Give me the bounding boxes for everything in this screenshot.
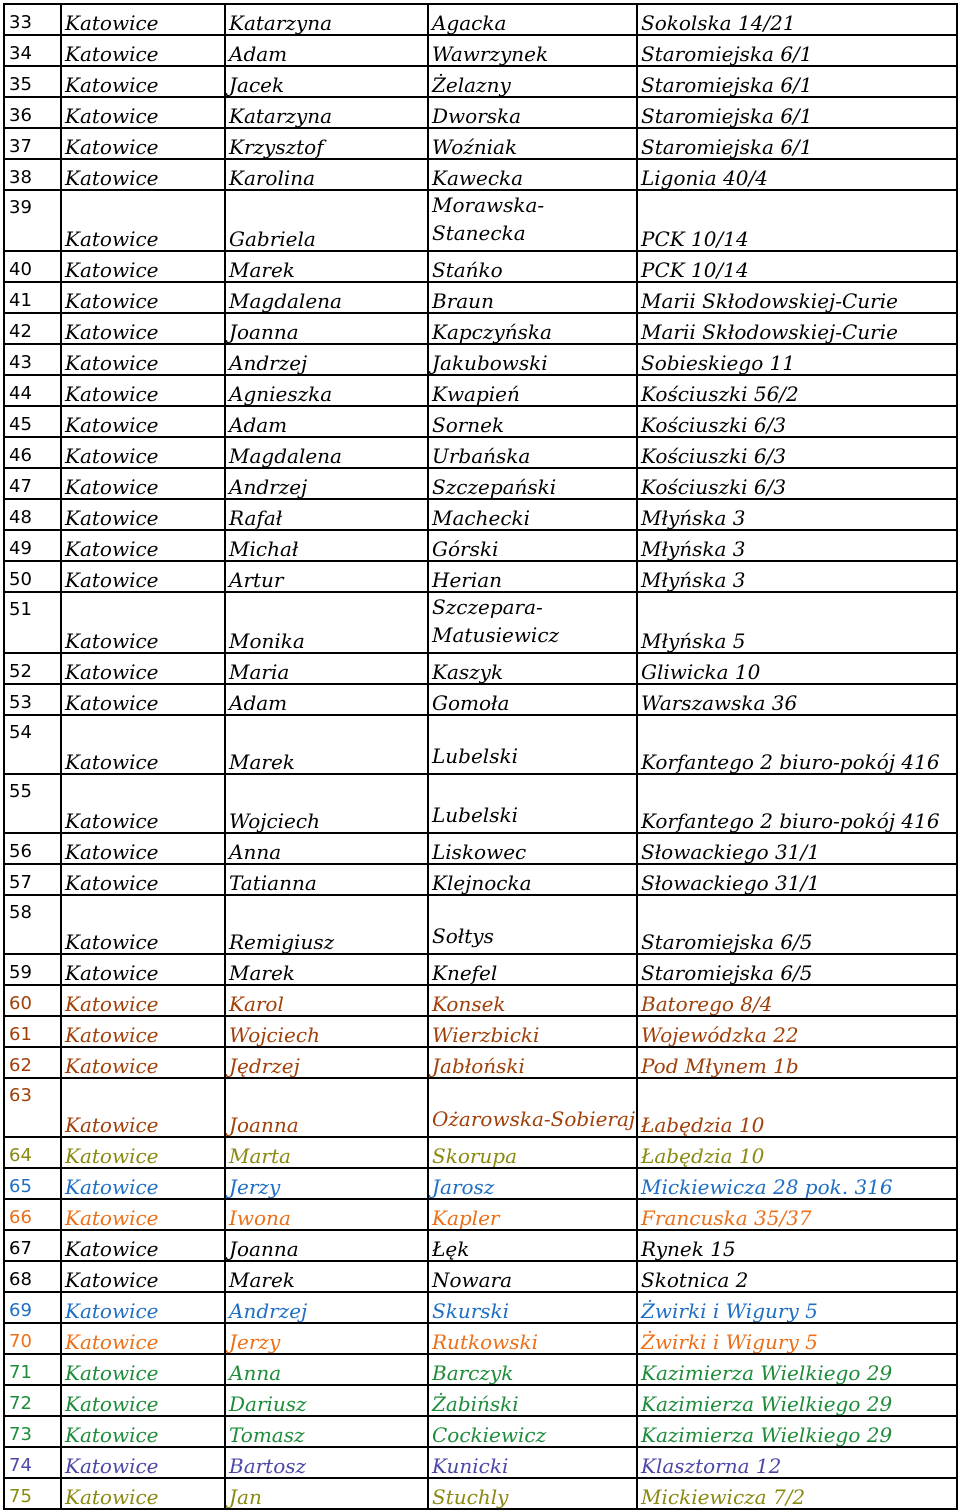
- table-row: [4, 1478, 957, 1509]
- address-cell: Klasztorna 12: [637, 1447, 957, 1478]
- first-name-cell: Maria: [225, 653, 428, 684]
- city-cell: Katowice: [61, 66, 225, 97]
- city-cell: Katowice: [61, 97, 225, 128]
- first-name-cell: Katarzyna: [225, 97, 428, 128]
- roster-body: [4, 4, 957, 1509]
- row-number-cell: 33: [4, 4, 61, 35]
- city-cell: Katowice: [61, 1230, 225, 1261]
- first-name-cell: Marta: [225, 1137, 428, 1168]
- last-name-cell: Łęk: [428, 1230, 637, 1261]
- city-cell: Katowice: [61, 954, 225, 985]
- row-number-cell: 50: [4, 561, 61, 592]
- row-number-cell: 44: [4, 375, 61, 406]
- first-name-cell: Jędrzej: [225, 1047, 428, 1078]
- city-cell: Katowice: [61, 1447, 225, 1478]
- address-cell: Gliwicka 10: [637, 653, 957, 684]
- row-number-cell: 36: [4, 97, 61, 128]
- address-cell: Młyńska 3: [637, 561, 957, 592]
- last-name-cell: Lubelski: [428, 774, 637, 833]
- table-row: [4, 1168, 957, 1199]
- table-row: [4, 499, 957, 530]
- table-row: [4, 1385, 957, 1416]
- address-cell: Marii Skłodowskiej-Curie: [637, 313, 957, 344]
- city-cell: Katowice: [61, 1047, 225, 1078]
- last-name-cell: Wierzbicki: [428, 1016, 637, 1047]
- first-name-cell: Adam: [225, 684, 428, 715]
- address-cell: Kościuszki 56/2: [637, 375, 957, 406]
- table-row: [4, 1047, 957, 1078]
- last-name-cell: Sołtys: [428, 895, 637, 954]
- row-number-cell: 58: [4, 895, 61, 954]
- city-cell: Katowice: [61, 128, 225, 159]
- last-name-cell: Sornek: [428, 406, 637, 437]
- address-cell: Sobieskiego 11: [637, 344, 957, 375]
- address-cell: Staromiejska 6/1: [637, 97, 957, 128]
- last-name-cell: Kwapień: [428, 375, 637, 406]
- last-name-cell: Knefel: [428, 954, 637, 985]
- row-number-cell: 71: [4, 1354, 61, 1385]
- row-number-cell: 49: [4, 530, 61, 561]
- table-row: [4, 1199, 957, 1230]
- address-cell: Kazimierza Wielkiego 29: [637, 1385, 957, 1416]
- first-name-cell: Adam: [225, 35, 428, 66]
- last-name-cell: Konsek: [428, 985, 637, 1016]
- row-number-cell: 60: [4, 985, 61, 1016]
- row-number-cell: 69: [4, 1292, 61, 1323]
- row-number-cell: 34: [4, 35, 61, 66]
- address-cell: Wojewódzka 22: [637, 1016, 957, 1047]
- city-cell: Katowice: [61, 159, 225, 190]
- last-name-cell: Skurski: [428, 1292, 637, 1323]
- first-name-cell: Krzysztof: [225, 128, 428, 159]
- city-cell: Katowice: [61, 1385, 225, 1416]
- table-row: [4, 1230, 957, 1261]
- address-cell: Ligonia 40/4: [637, 159, 957, 190]
- last-name-cell: Dworska: [428, 97, 637, 128]
- city-cell: Katowice: [61, 985, 225, 1016]
- address-cell: Łabędzia 10: [637, 1137, 957, 1168]
- table-row: [4, 128, 957, 159]
- first-name-cell: Wojciech: [225, 1016, 428, 1047]
- first-name-cell: Karolina: [225, 159, 428, 190]
- address-cell: Staromiejska 6/5: [637, 895, 957, 954]
- table-row: [4, 1137, 957, 1168]
- table-row: [4, 774, 957, 833]
- first-name-cell: Monika: [225, 592, 428, 653]
- last-name-cell: Agacka: [428, 4, 637, 35]
- table-row: [4, 1323, 957, 1354]
- row-number-cell: 64: [4, 1137, 61, 1168]
- first-name-cell: Tatianna: [225, 864, 428, 895]
- last-name-cell: Jakubowski: [428, 344, 637, 375]
- first-name-cell: Dariusz: [225, 1385, 428, 1416]
- city-cell: Katowice: [61, 35, 225, 66]
- table-row: [4, 97, 957, 128]
- last-name-cell: Jarosz: [428, 1168, 637, 1199]
- first-name-cell: Jerzy: [225, 1168, 428, 1199]
- first-name-cell: Artur: [225, 561, 428, 592]
- table-row: [4, 406, 957, 437]
- last-name-cell: Rutkowski: [428, 1323, 637, 1354]
- city-cell: Katowice: [61, 4, 225, 35]
- address-cell: Skotnica 2: [637, 1261, 957, 1292]
- row-number-cell: 63: [4, 1078, 61, 1137]
- last-name-cell: Wawrzynek: [428, 35, 637, 66]
- last-name-cell: Żabiński: [428, 1385, 637, 1416]
- address-cell: Marii Skłodowskiej-Curie: [637, 282, 957, 313]
- first-name-cell: Joanna: [225, 1230, 428, 1261]
- row-number-cell: 39: [4, 190, 61, 251]
- first-name-cell: Michał: [225, 530, 428, 561]
- city-cell: Katowice: [61, 774, 225, 833]
- city-cell: Katowice: [61, 1137, 225, 1168]
- last-name-cell: Szczepara-Matusiewicz: [428, 592, 637, 653]
- row-number-cell: 41: [4, 282, 61, 313]
- first-name-cell: Gabriela: [225, 190, 428, 251]
- last-name-cell: Kunicki: [428, 1447, 637, 1478]
- row-number-cell: 35: [4, 66, 61, 97]
- address-cell: Kościuszki 6/3: [637, 468, 957, 499]
- city-cell: Katowice: [61, 1261, 225, 1292]
- table-row: [4, 4, 957, 35]
- city-cell: Katowice: [61, 1199, 225, 1230]
- first-name-cell: Adam: [225, 406, 428, 437]
- last-name-cell: Ożarowska-Sobieraj: [428, 1078, 637, 1137]
- last-name-cell: Herian: [428, 561, 637, 592]
- city-cell: Katowice: [61, 499, 225, 530]
- table-row: [4, 251, 957, 282]
- table-row: [4, 66, 957, 97]
- table-row: [4, 561, 957, 592]
- city-cell: Katowice: [61, 437, 225, 468]
- address-cell: Staromiejska 6/1: [637, 35, 957, 66]
- row-number-cell: 62: [4, 1047, 61, 1078]
- last-name-cell: Woźniak: [428, 128, 637, 159]
- city-cell: Katowice: [61, 1078, 225, 1137]
- row-number-cell: 54: [4, 715, 61, 774]
- address-cell: Młyńska 5: [637, 592, 957, 653]
- last-name-cell: Szczepański: [428, 468, 637, 499]
- address-cell: PCK 10/14: [637, 251, 957, 282]
- first-name-cell: Anna: [225, 833, 428, 864]
- first-name-cell: Magdalena: [225, 437, 428, 468]
- table-row: [4, 375, 957, 406]
- first-name-cell: Andrzej: [225, 1292, 428, 1323]
- city-cell: Katowice: [61, 592, 225, 653]
- first-name-cell: Wojciech: [225, 774, 428, 833]
- table-row: [4, 35, 957, 66]
- last-name-cell: Gomoła: [428, 684, 637, 715]
- first-name-cell: Tomasz: [225, 1416, 428, 1447]
- first-name-cell: Marek: [225, 954, 428, 985]
- table-row: [4, 468, 957, 499]
- address-cell: Korfantego 2 biuro-pokój 416: [637, 774, 957, 833]
- row-number-cell: 55: [4, 774, 61, 833]
- city-cell: Katowice: [61, 1354, 225, 1385]
- address-cell: Kazimierza Wielkiego 29: [637, 1354, 957, 1385]
- first-name-cell: Andrzej: [225, 344, 428, 375]
- address-cell: Batorego 8/4: [637, 985, 957, 1016]
- first-name-cell: Marek: [225, 1261, 428, 1292]
- last-name-cell: Stuchly: [428, 1478, 637, 1509]
- first-name-cell: Agnieszka: [225, 375, 428, 406]
- address-cell: Francuska 35/37: [637, 1199, 957, 1230]
- address-cell: Mickiewicza 7/2: [637, 1478, 957, 1509]
- last-name-cell: Nowara: [428, 1261, 637, 1292]
- first-name-cell: Jacek: [225, 66, 428, 97]
- last-name-cell: Stańko: [428, 251, 637, 282]
- city-cell: Katowice: [61, 895, 225, 954]
- row-number-cell: 73: [4, 1416, 61, 1447]
- address-cell: Kazimierza Wielkiego 29: [637, 1416, 957, 1447]
- table-row: [4, 715, 957, 774]
- first-name-cell: Jan: [225, 1478, 428, 1509]
- row-number-cell: 75: [4, 1478, 61, 1509]
- city-cell: Katowice: [61, 251, 225, 282]
- address-cell: Sokolska 14/21: [637, 4, 957, 35]
- last-name-cell: Morawska-Stanecka: [428, 190, 637, 251]
- table-row: [4, 313, 957, 344]
- city-cell: Katowice: [61, 1478, 225, 1509]
- first-name-cell: Marek: [225, 715, 428, 774]
- address-cell: Korfantego 2 biuro-pokój 416: [637, 715, 957, 774]
- table-row: [4, 833, 957, 864]
- city-cell: Katowice: [61, 406, 225, 437]
- row-number-cell: 74: [4, 1447, 61, 1478]
- row-number-cell: 40: [4, 251, 61, 282]
- last-name-cell: Górski: [428, 530, 637, 561]
- last-name-cell: Żelazny: [428, 66, 637, 97]
- first-name-cell: Katarzyna: [225, 4, 428, 35]
- city-cell: Katowice: [61, 190, 225, 251]
- row-number-cell: 52: [4, 653, 61, 684]
- city-cell: Katowice: [61, 715, 225, 774]
- last-name-cell: Kapczyńska: [428, 313, 637, 344]
- last-name-cell: Kaszyk: [428, 653, 637, 684]
- first-name-cell: Joanna: [225, 313, 428, 344]
- last-name-cell: Liskowec: [428, 833, 637, 864]
- table-row: [4, 1416, 957, 1447]
- row-number-cell: 67: [4, 1230, 61, 1261]
- table-row: [4, 437, 957, 468]
- city-cell: Katowice: [61, 1292, 225, 1323]
- first-name-cell: Magdalena: [225, 282, 428, 313]
- address-cell: Rynek 15: [637, 1230, 957, 1261]
- row-number-cell: 53: [4, 684, 61, 715]
- table-row: [4, 985, 957, 1016]
- city-cell: Katowice: [61, 530, 225, 561]
- city-cell: Katowice: [61, 833, 225, 864]
- table-row: [4, 530, 957, 561]
- first-name-cell: Karol: [225, 985, 428, 1016]
- table-row: [4, 1261, 957, 1292]
- last-name-cell: Kawecka: [428, 159, 637, 190]
- roster-table: [3, 3, 958, 1510]
- row-number-cell: 38: [4, 159, 61, 190]
- table-row: [4, 190, 957, 251]
- address-cell: Słowackiego 31/1: [637, 864, 957, 895]
- address-cell: Słowackiego 31/1: [637, 833, 957, 864]
- last-name-cell: Kapler: [428, 1199, 637, 1230]
- address-cell: Pod Młynem 1b: [637, 1047, 957, 1078]
- last-name-cell: Skorupa: [428, 1137, 637, 1168]
- last-name-cell: Jabłoński: [428, 1047, 637, 1078]
- row-number-cell: 57: [4, 864, 61, 895]
- row-number-cell: 66: [4, 1199, 61, 1230]
- address-cell: Młyńska 3: [637, 499, 957, 530]
- city-cell: Katowice: [61, 1323, 225, 1354]
- last-name-cell: Cockiewicz: [428, 1416, 637, 1447]
- last-name-cell: Braun: [428, 282, 637, 313]
- address-cell: Łabędzia 10: [637, 1078, 957, 1137]
- row-number-cell: 37: [4, 128, 61, 159]
- table-row: [4, 684, 957, 715]
- row-number-cell: 51: [4, 592, 61, 653]
- city-cell: Katowice: [61, 864, 225, 895]
- city-cell: Katowice: [61, 468, 225, 499]
- city-cell: Katowice: [61, 282, 225, 313]
- address-cell: Mickiewicza 28 pok. 316: [637, 1168, 957, 1199]
- first-name-cell: Marek: [225, 251, 428, 282]
- first-name-cell: Bartosz: [225, 1447, 428, 1478]
- city-cell: Katowice: [61, 653, 225, 684]
- first-name-cell: Anna: [225, 1354, 428, 1385]
- address-cell: Kościuszki 6/3: [637, 406, 957, 437]
- city-cell: Katowice: [61, 313, 225, 344]
- row-number-cell: 42: [4, 313, 61, 344]
- table-row: [4, 895, 957, 954]
- address-cell: Staromiejska 6/1: [637, 66, 957, 97]
- table-row: [4, 1447, 957, 1478]
- first-name-cell: Rafał: [225, 499, 428, 530]
- city-cell: Katowice: [61, 1416, 225, 1447]
- table-row: [4, 344, 957, 375]
- first-name-cell: Iwona: [225, 1199, 428, 1230]
- table-row: [4, 282, 957, 313]
- city-cell: Katowice: [61, 375, 225, 406]
- city-cell: Katowice: [61, 684, 225, 715]
- table-row: [4, 159, 957, 190]
- row-number-cell: 48: [4, 499, 61, 530]
- address-cell: Warszawska 36: [637, 684, 957, 715]
- row-number-cell: 56: [4, 833, 61, 864]
- address-cell: Żwirki i Wigury 5: [637, 1323, 957, 1354]
- table-row: [4, 1292, 957, 1323]
- row-number-cell: 59: [4, 954, 61, 985]
- city-cell: Katowice: [61, 344, 225, 375]
- city-cell: Katowice: [61, 1168, 225, 1199]
- city-cell: Katowice: [61, 1016, 225, 1047]
- row-number-cell: 43: [4, 344, 61, 375]
- first-name-cell: Remigiusz: [225, 895, 428, 954]
- address-cell: Staromiejska 6/5: [637, 954, 957, 985]
- table-row: [4, 592, 957, 653]
- table-row: [4, 954, 957, 985]
- table-row: [4, 864, 957, 895]
- address-cell: PCK 10/14: [637, 190, 957, 251]
- last-name-cell: Lubelski: [428, 715, 637, 774]
- address-cell: Kościuszki 6/3: [637, 437, 957, 468]
- address-cell: Żwirki i Wigury 5: [637, 1292, 957, 1323]
- row-number-cell: 47: [4, 468, 61, 499]
- table-row: [4, 1016, 957, 1047]
- table-row: [4, 1354, 957, 1385]
- row-number-cell: 72: [4, 1385, 61, 1416]
- row-number-cell: 70: [4, 1323, 61, 1354]
- first-name-cell: Jerzy: [225, 1323, 428, 1354]
- last-name-cell: Machecki: [428, 499, 637, 530]
- row-number-cell: 45: [4, 406, 61, 437]
- address-cell: Młyńska 3: [637, 530, 957, 561]
- last-name-cell: Klejnocka: [428, 864, 637, 895]
- first-name-cell: Andrzej: [225, 468, 428, 499]
- row-number-cell: 61: [4, 1016, 61, 1047]
- city-cell: Katowice: [61, 561, 225, 592]
- first-name-cell: Joanna: [225, 1078, 428, 1137]
- row-number-cell: 68: [4, 1261, 61, 1292]
- row-number-cell: 65: [4, 1168, 61, 1199]
- last-name-cell: Urbańska: [428, 437, 637, 468]
- address-cell: Staromiejska 6/1: [637, 128, 957, 159]
- table-row: [4, 653, 957, 684]
- table-row: [4, 1078, 957, 1137]
- last-name-cell: Barczyk: [428, 1354, 637, 1385]
- row-number-cell: 46: [4, 437, 61, 468]
